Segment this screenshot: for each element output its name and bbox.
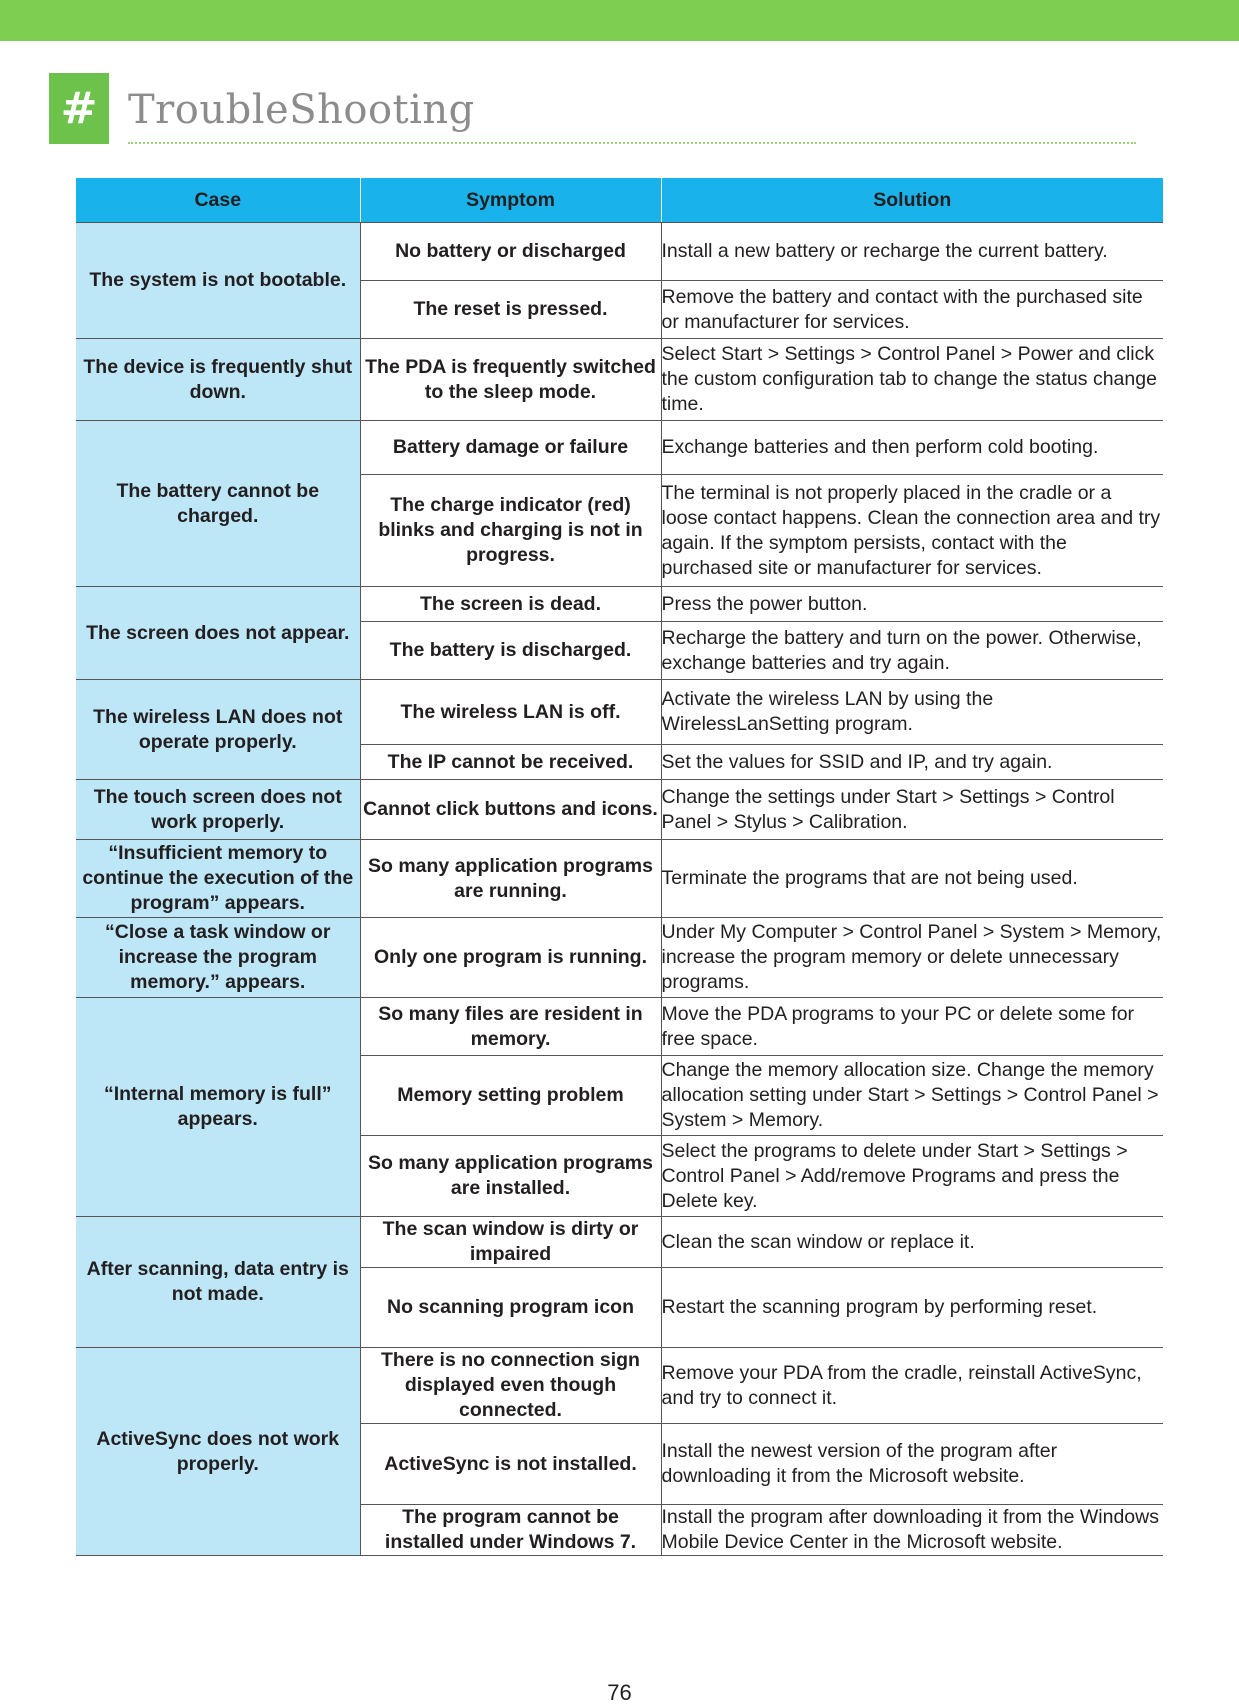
solution-cell: Restart the scanning program by performing reset. — [661, 1268, 1163, 1348]
symptom-cell: Memory setting problem — [360, 1056, 661, 1136]
solution-cell: Recharge the battery and turn on the power. Otherwise, exchange batteries and try again. — [661, 622, 1163, 680]
column-header-symptom: Symptom — [360, 178, 661, 223]
hash-icon: # — [49, 73, 109, 144]
symptom-cell: Cannot click buttons and icons. — [360, 780, 661, 840]
symptom-cell: No battery or discharged — [360, 223, 661, 281]
symptom-cell: There is no connection sign displayed even though connected. — [360, 1348, 661, 1424]
case-cell: The battery cannot be charged. — [76, 421, 360, 587]
solution-cell: Clean the scan window or replace it. — [661, 1217, 1163, 1268]
case-cell: “Insufficient memory to continue the execution of the program” appears. — [76, 840, 360, 918]
table-row — [76, 223, 1163, 281]
solution-cell: Set the values for SSID and IP, and try again. — [661, 745, 1163, 780]
case-cell: The touch screen does not work properly. — [76, 780, 360, 840]
symptom-cell: The wireless LAN is off. — [360, 680, 661, 745]
symptom-cell: The screen is dead. — [360, 587, 661, 622]
table-row — [76, 840, 1163, 918]
symptom-cell: So many application programs are running. — [360, 840, 661, 918]
symptom-cell: So many files are resident in memory. — [360, 998, 661, 1056]
table-row — [76, 339, 1163, 421]
solution-cell: Select the programs to delete under Start > Settings > Control Panel > Add/remove Programs and press the Delete key. — [661, 1136, 1163, 1217]
symptom-cell: The scan window is dirty or impaired — [360, 1217, 661, 1268]
troubleshooting-table — [76, 178, 1163, 1556]
table-row — [76, 1217, 1163, 1268]
solution-cell: Move the PDA programs to your PC or delete some for free space. — [661, 998, 1163, 1056]
solution-cell: Change the memory allocation size. Change the memory allocation setting under Start > Settings > Control Panel > System > Memory. — [661, 1056, 1163, 1136]
table-body — [76, 223, 1163, 1556]
case-cell: ActiveSync does not work properly. — [76, 1348, 360, 1556]
table-row — [76, 998, 1163, 1056]
table-row — [76, 680, 1163, 745]
page-title: TroubleShooting — [128, 87, 475, 133]
solution-cell: Remove your PDA from the cradle, reinstall ActiveSync, and try to connect it. — [661, 1348, 1163, 1424]
top-color-bar — [0, 0, 1239, 41]
solution-cell: Change the settings under Start > Settings > Control Panel > Stylus > Calibration. — [661, 780, 1163, 840]
case-cell: After scanning, data entry is not made. — [76, 1217, 360, 1348]
case-cell: The system is not bootable. — [76, 223, 360, 339]
symptom-cell: ActiveSync is not installed. — [360, 1424, 661, 1505]
symptom-cell: The battery is discharged. — [360, 622, 661, 680]
symptom-cell: Battery damage or failure — [360, 421, 661, 475]
table-row — [76, 587, 1163, 622]
title-divider — [128, 142, 1136, 144]
case-cell: “Internal memory is full” appears. — [76, 998, 360, 1217]
table-row — [76, 780, 1163, 840]
case-cell: The wireless LAN does not operate properly. — [76, 680, 360, 780]
solution-cell: Terminate the programs that are not being used. — [661, 840, 1163, 918]
solution-cell: Remove the battery and contact with the purchased site or manufacturer for services. — [661, 281, 1163, 339]
table-row — [76, 918, 1163, 998]
symptom-cell: Only one program is running. — [360, 918, 661, 998]
case-cell: The screen does not appear. — [76, 587, 360, 680]
table-row — [76, 1348, 1163, 1424]
solution-cell: Activate the wireless LAN by using the WirelessLanSetting program. — [661, 680, 1163, 745]
solution-cell: Exchange batteries and then perform cold booting. — [661, 421, 1163, 475]
solution-cell: Select Start > Settings > Control Panel > Power and click the custom configuration tab to change the status change time. — [661, 339, 1163, 421]
symptom-cell: No scanning program icon — [360, 1268, 661, 1348]
symptom-cell: The program cannot be installed under Windows 7. — [360, 1505, 661, 1556]
case-cell: “Close a task window or increase the program memory.” appears. — [76, 918, 360, 998]
solution-cell: Install the program after downloading it from the Windows Mobile Device Center in the Microsoft website. — [661, 1505, 1163, 1556]
symptom-cell: The reset is pressed. — [360, 281, 661, 339]
symptom-cell: So many application programs are installed. — [360, 1136, 661, 1217]
symptom-cell: The IP cannot be received. — [360, 745, 661, 780]
table-row — [76, 421, 1163, 475]
page-number: 76 — [607, 1680, 632, 1705]
case-cell: The device is frequently shut down. — [76, 339, 360, 421]
solution-cell: Install the newest version of the program after downloading it from the Microsoft website. — [661, 1424, 1163, 1505]
symptom-cell: The PDA is frequently switched to the sleep mode. — [360, 339, 661, 421]
column-header-solution: Solution — [661, 178, 1163, 223]
symptom-cell: The charge indicator (red) blinks and charging is not in progress. — [360, 475, 661, 587]
solution-cell: The terminal is not properly placed in the cradle or a loose contact happens. Clean the connection area and try again. If the symptom persists, contact with the purchased site or manufacturer for services. — [661, 475, 1163, 587]
solution-cell: Under My Computer > Control Panel > System > Memory, increase the program memory or delete unnecessary programs. — [661, 918, 1163, 998]
column-header-case: Case — [76, 178, 360, 223]
table-header-row — [76, 178, 1163, 223]
solution-cell: Install a new battery or recharge the current battery. — [661, 223, 1163, 281]
solution-cell: Press the power button. — [661, 587, 1163, 622]
